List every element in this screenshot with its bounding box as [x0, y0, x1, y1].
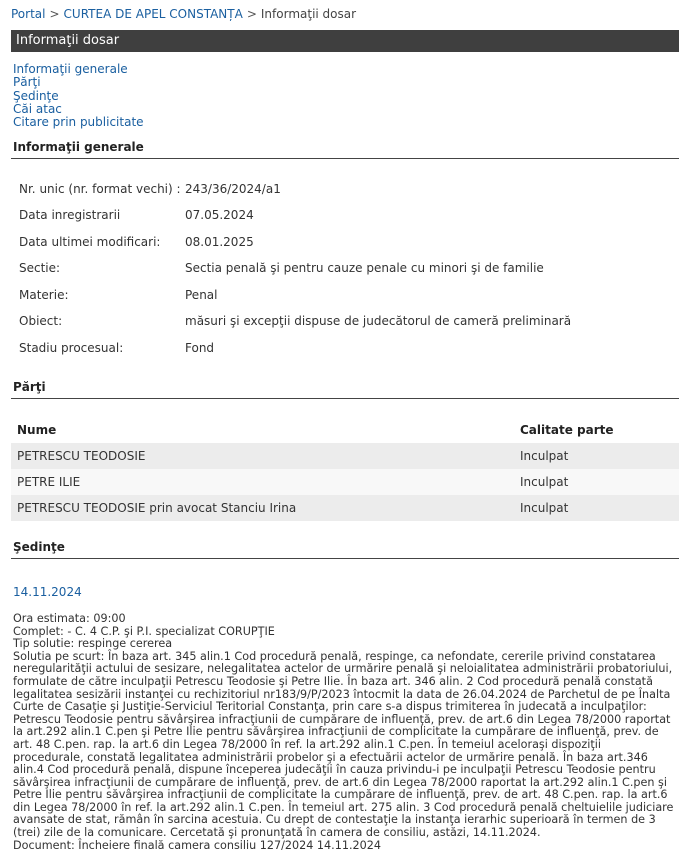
sedinta-tip-solutie: Tip solutie: respinge cererea	[13, 637, 173, 651]
info-value: măsuri şi excepţii dispuse de judecătorul de cameră preliminară	[185, 314, 572, 329]
info-value: Fond	[185, 340, 215, 355]
info-label: Nr. unic (nr. format vechi) :	[19, 181, 181, 196]
sedinta-details	[13, 613, 675, 852]
table-row	[11, 469, 679, 495]
table-row	[11, 443, 679, 469]
general-info-table	[19, 175, 571, 361]
breadcrumb-court-link[interactable]: CURTEA DE APEL CONSTANȚA	[63, 7, 243, 21]
sedinta-solutie: Solutia pe scurt: În baza art. 345 alin.1 Cod procedură penală, respinge, ca nefondate, cererile privind constatarea neregularităţii actului de sesizare, nelegalitatea actelor de urmărire penală şi neloialitatea administrării probatoriului, formulate de către inculpaţii Petrescu Teodosie şi Petre Ilie. În baza art. 346 alin. 2 Cod procedură penală constată legalitatea sesizării instanţei cu rechizitoriul nr183/9/P/2023 întocmit la data de 26.04.2024 de Parchetul de pe Înalta Curte de Casaţie şi Justiţie-Serviciul Teritorial Constanţa, prin care s-a dispus trimiterea în judecată a inculpaţilor: Petrescu Teodosie pentru săvârşirea infracţiunii de cumpărare de influenţă, prev. de art.6 din Legea 78/2000 raportat la art.292 alin.1 C.pen şi Petre Ilie pentru săvârşirea infracţiunii de complicitate la cumpărare de influenţă, prev. de art. 48 C.pen. rap. la art.6 din Legea 78/2000 în ref. la art.292 alin.1 C.pen. În temeiul aceloraşi dispoziţii procedurale, constată legalitatea administrării probelor şi a efectuării actelor de urmărire penală. În baza art.346 alin.4 Cod procedură penală, dispune începerea judecăţii în cauza privindu-i pe inculpaţii Petrescu Teodosie pentru săvârşirea infracţiunii de cumpărare de influenţă, prev. de art.6 din Legea 78/2000 raportat la art.292 alin.1 C.pen şi Petre Ilie pentru săvârşirea infracţiunii de complicitate la cumpărare de influenţă, prev. de art. 48 C.pen. rap. la art.6 din Legea 78/2000 în ref. la art.292 alin.1 C.pen. În temeiul art. 275 alin. 3 Cod procedură penală cheltuielile judiciare avansate de stat, rămân în sarcina acestuia. Cu drept de contestaţie la instanţa ierarhic superioară în termen de 3 (trei) zile de la comunicare. Cercetată şi pronunţată în camera de consiliu, astăzi, 14.11.2024.	[13, 649, 674, 840]
parte-nume: PETRESCU TEODOSIE prin avocat Stanciu Irina	[17, 500, 297, 515]
info-row	[19, 255, 571, 282]
info-value: 08.01.2025	[185, 234, 254, 249]
info-label: Sectie:	[19, 261, 61, 276]
sedinta-ora: Ora estimata: 09:00	[13, 611, 126, 625]
nav-link-parti[interactable]: Părţi	[13, 75, 41, 90]
info-label: Data inregistrarii	[19, 208, 121, 223]
breadcrumb-portal-link[interactable]: Portal	[11, 7, 46, 21]
breadcrumb-separator: >	[246, 7, 257, 21]
parte-nume: PETRESCU TEODOSIE	[17, 448, 146, 463]
info-row	[19, 175, 571, 202]
parti-header-row	[11, 417, 679, 443]
parte-calitate: Inculpat	[520, 500, 569, 515]
info-label: Data ultimei modificari:	[19, 234, 161, 249]
info-label: Materie:	[19, 287, 69, 302]
sedinta-date: 14.11.2024	[13, 584, 82, 599]
col-header-calitate: Calitate parte	[520, 422, 614, 437]
breadcrumb-current: Informaţii dosar	[260, 7, 357, 21]
info-label: Stadiu procesual:	[19, 340, 124, 355]
info-value: 07.05.2024	[185, 208, 254, 223]
parte-calitate: Inculpat	[520, 448, 569, 463]
breadcrumb	[11, 0, 700, 27]
parti-table	[11, 417, 679, 521]
sedinta-complet: Complet: - C. 4 C.P. şi P.I. specializat CORUPŢIE	[13, 624, 275, 638]
info-row	[19, 228, 571, 255]
section-anchor-nav	[13, 63, 700, 129]
info-value: Sectia penală şi pentru cauze penale cu minori şi de familie	[185, 261, 544, 276]
nav-link-cai-atac[interactable]: Căi atac	[13, 101, 62, 116]
nav-link-citare[interactable]: Citare prin publicitate	[13, 115, 144, 130]
info-row	[19, 281, 571, 308]
page-title: Informaţii dosar	[16, 33, 120, 48]
info-value: Penal	[185, 287, 218, 302]
parte-nume: PETRE ILIE	[17, 474, 81, 489]
breadcrumb-separator: >	[49, 7, 60, 21]
info-row	[19, 308, 571, 335]
section-heading-parti: Părţi	[11, 380, 679, 399]
info-row	[19, 334, 571, 361]
table-row	[11, 495, 679, 521]
section-heading-general: Informaţii generale	[11, 140, 679, 159]
page-title-bar	[11, 30, 679, 52]
info-label: Obiect:	[19, 314, 63, 329]
sedinta-document: Document: Încheiere finală camera consiliu 127/2024 14.11.2024	[13, 838, 381, 852]
info-row	[19, 202, 571, 229]
section-heading-sedinte: Şedinţe	[11, 540, 679, 559]
nav-link-sedinte[interactable]: Şedinţe	[13, 88, 59, 103]
col-header-nume: Nume	[17, 422, 57, 437]
info-value: 243/36/2024/a1	[185, 181, 281, 196]
parte-calitate: Inculpat	[520, 474, 569, 489]
nav-link-general[interactable]: Informaţii generale	[13, 62, 128, 76]
